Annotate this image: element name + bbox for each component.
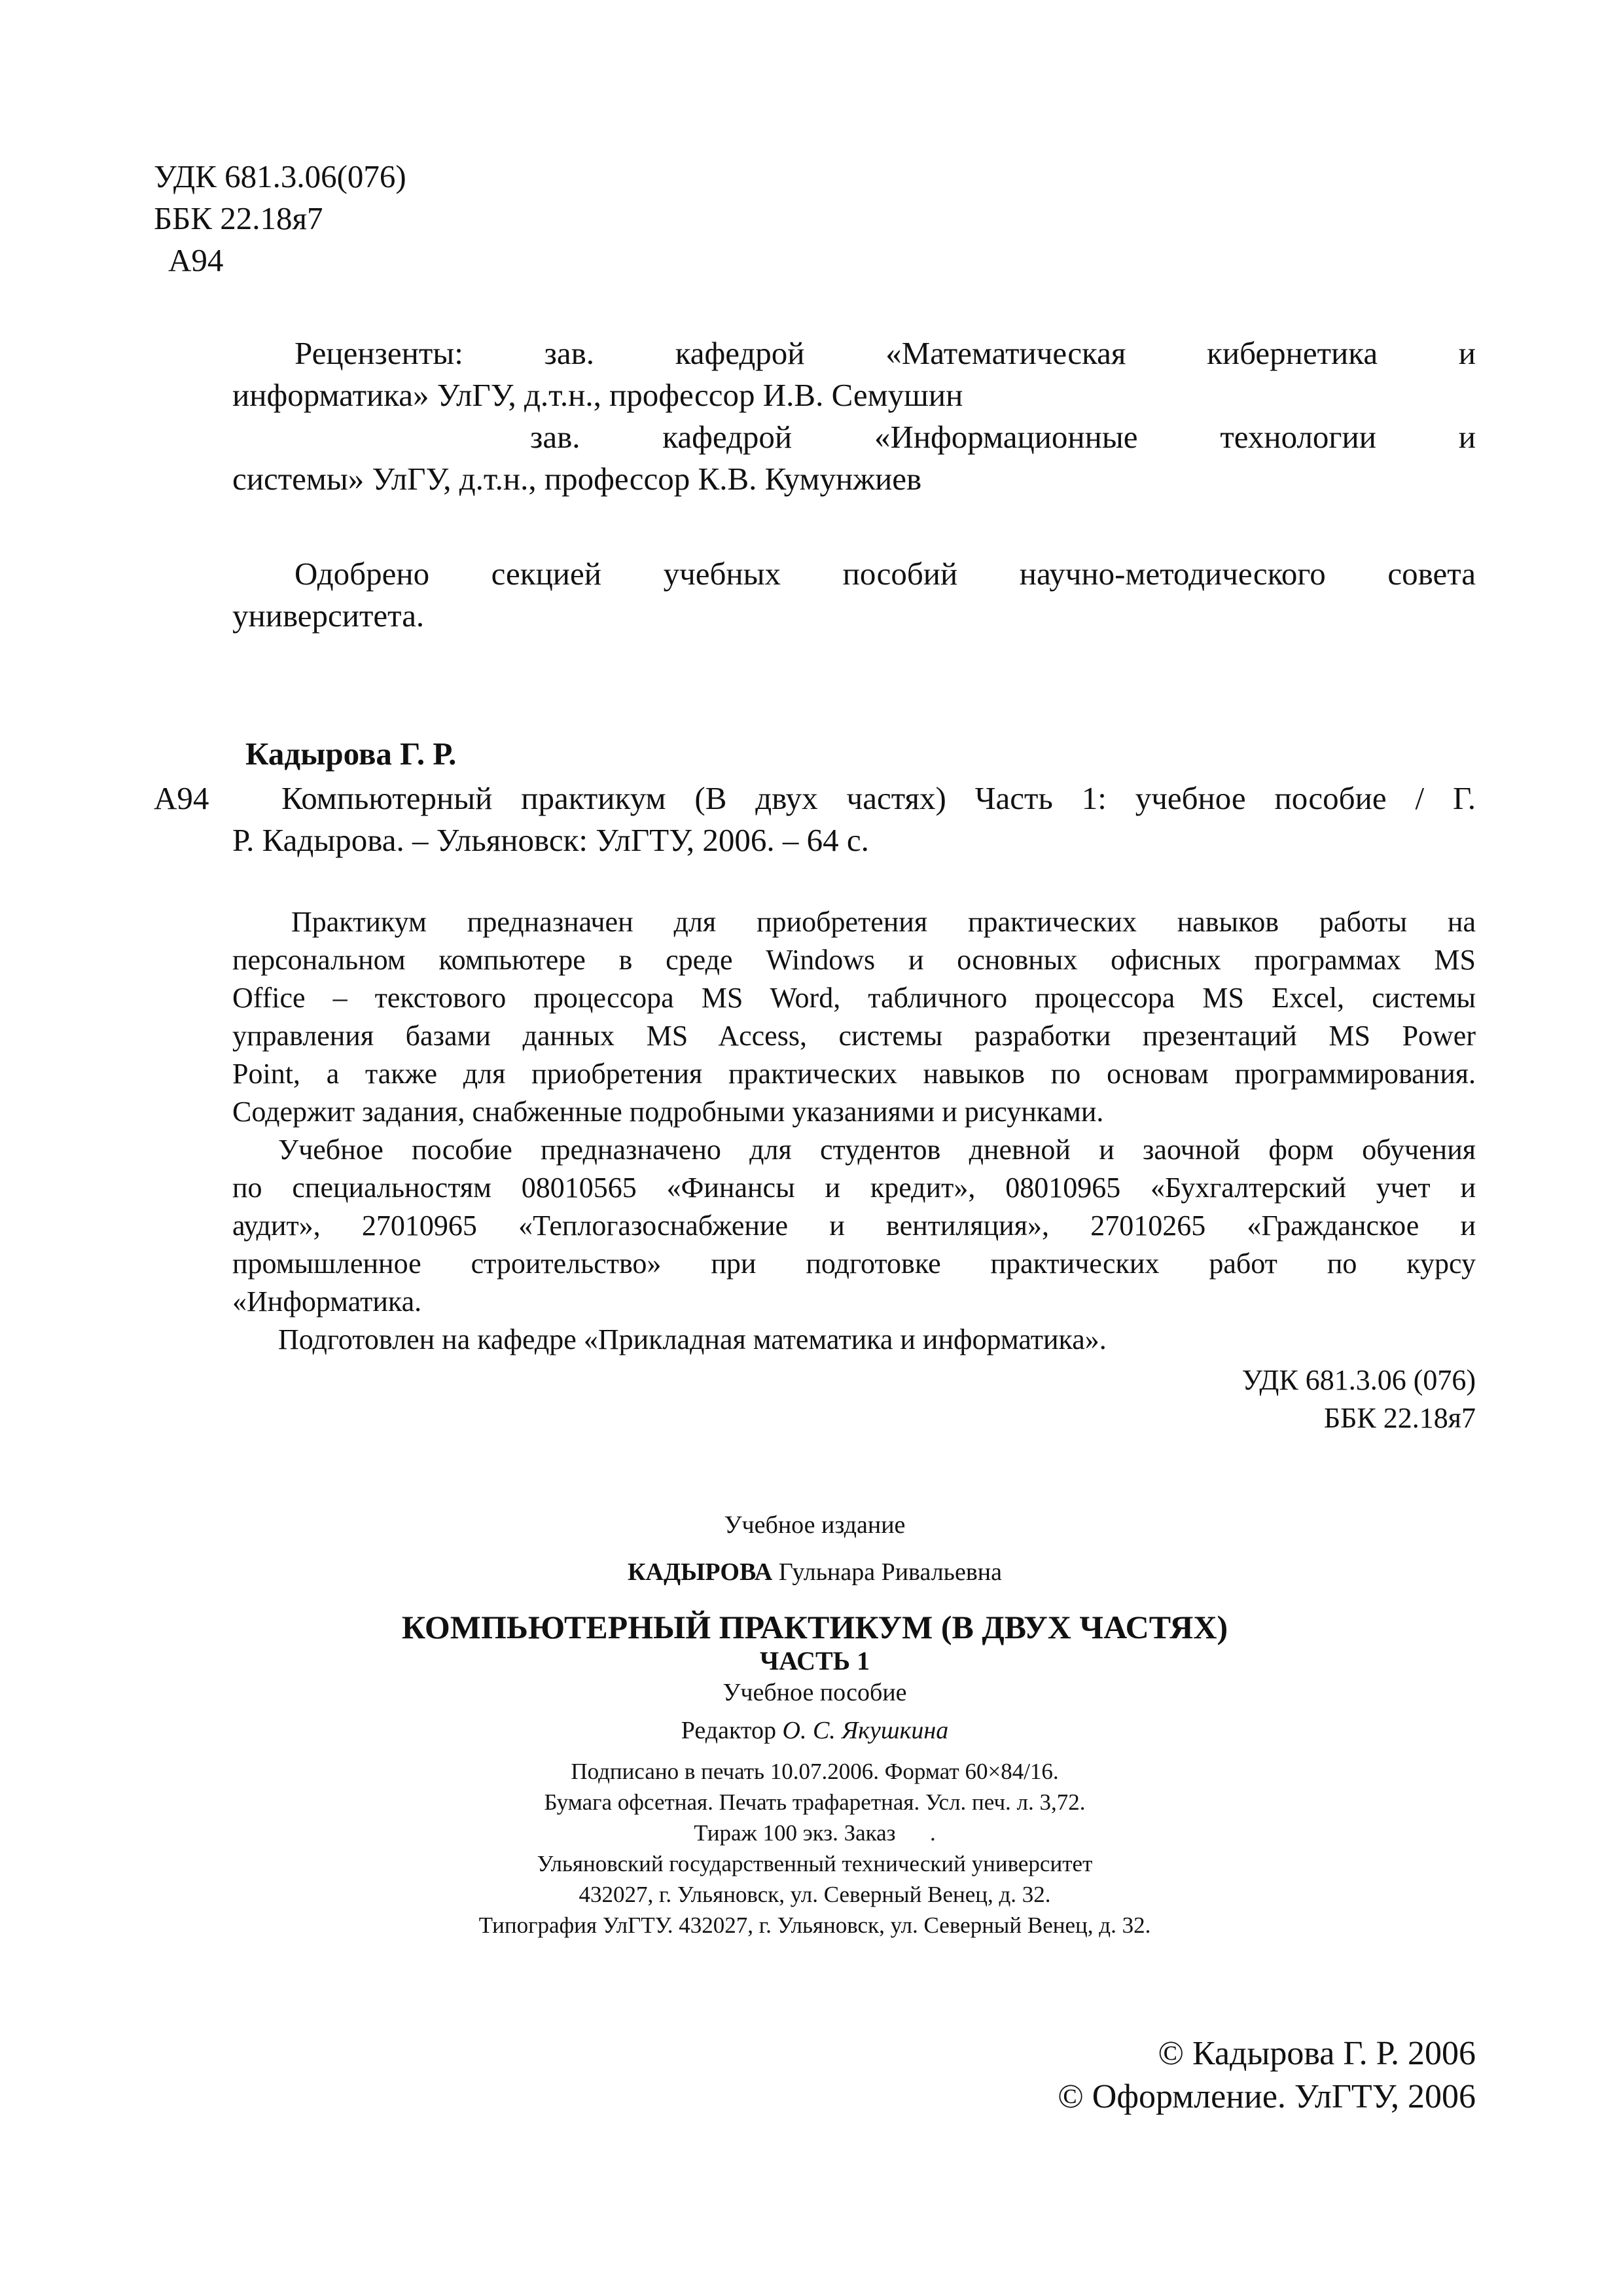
print-line: Подписано в печать 10.07.2006. Формат 60×84/16. bbox=[571, 1759, 1059, 1784]
biblio-mark: А94 bbox=[154, 780, 209, 816]
print-line: Типография УлГТУ. 432027, г. Ульяновск, ул. Северный Венец, д. 32. bbox=[478, 1912, 1151, 1938]
udk-code: УДК 681.3.06(076) bbox=[154, 158, 406, 194]
abstract-block bbox=[232, 903, 1476, 1437]
imprint-title: КОМПЬЮТЕРНЫЙ ПРАКТИКУМ (В ДВУХ ЧАСТЯХ) bbox=[401, 1609, 1228, 1645]
reviewer2-line2: системы» УлГУ, д.т.н., профессор К.В. Кумунжиев bbox=[232, 461, 922, 497]
print-line: Ульяновский государственный технический университет bbox=[537, 1851, 1093, 1876]
print-line: 432027, г. Ульяновск, ул. Северный Венец, д. 32. bbox=[579, 1882, 1051, 1907]
abstract-p1-line: Содержит задания, снабженные подробными указаниями и рисунками. bbox=[232, 1096, 1104, 1128]
abstract-p1-line: Point, а также для приобретения практических навыков по основам программирования. bbox=[232, 1058, 1476, 1090]
reviewer1-line1: Рецензенты: зав. кафедрой «Математическая кибернетика и bbox=[294, 335, 1476, 371]
reviewers-label: Рецензенты: bbox=[294, 335, 463, 371]
abstract-p1-line: Office – текстового процессора MS Word, табличного процессора MS Excel, системы bbox=[232, 982, 1476, 1014]
reviewer1-line2: информатика» УлГУ, д.т.н., профессор И.В. Семушин bbox=[232, 377, 963, 413]
biblio-line2: Р. Кадырова. – Ульяновск: УлГТУ, 2006. – 64 с. bbox=[232, 822, 869, 858]
editor-label: Редактор bbox=[681, 1717, 777, 1744]
copyright-line1: © Кадырова Г. Р. 2006 bbox=[1158, 2035, 1476, 2072]
biblio-line1: Компьютерный практикум (В двух частях) Часть 1: учебное пособие / Г. bbox=[281, 780, 1476, 816]
imprint-subtitle: Учебное пособие bbox=[722, 1679, 907, 1706]
abstract-p2-line: «Информатика. bbox=[232, 1285, 422, 1318]
approval-line1: Одобрено секцией учебных пособий научно-методического совета bbox=[294, 556, 1476, 592]
reviewer2-line1: зав. кафедрой «Информационные технологии и bbox=[530, 419, 1476, 455]
abstract-p2-line: Учебное пособие предназначено для студентов дневной и заочной форм обучения bbox=[278, 1134, 1476, 1166]
abstract-p2-line: по специальностям 08010565 «Финансы и кредит», 08010965 «Бухгалтерский учет и bbox=[232, 1172, 1476, 1204]
biblio-entry bbox=[232, 778, 1476, 861]
imprint-part: ЧАСТЬ 1 bbox=[759, 1646, 870, 1676]
copyright-line2: © Оформление. УлГТУ, 2006 bbox=[1058, 2078, 1476, 2115]
imprint-author-surname: КАДЫРОВА bbox=[627, 1558, 773, 1586]
imprint-block bbox=[232, 1509, 1397, 1941]
edition-type: Учебное издание bbox=[724, 1511, 906, 1539]
approval-block bbox=[232, 553, 1476, 637]
print-line: Бумага офсетная. Печать трафаретная. Усл. печ. л. 3,72. bbox=[544, 1789, 1086, 1815]
abstract-p1-line: персональном компьютере в среде Windows и основных офисных программах MS bbox=[232, 944, 1476, 976]
bbk-code: ББК 22.18я7 bbox=[154, 200, 323, 236]
abstract-bbk: ББК 22.18я7 bbox=[1323, 1402, 1476, 1434]
abstract-udk: УДК 681.3.06 (076) bbox=[1241, 1364, 1476, 1396]
abstract-p2-line: промышленное строительство» при подготовке практических работ по курсу bbox=[232, 1247, 1476, 1280]
biblio-author: Кадырова Г. Р. bbox=[245, 736, 457, 772]
copyright-block bbox=[851, 2032, 1476, 2119]
imprint-editor bbox=[232, 1714, 1397, 1747]
abstract-p1-line: управления базами данных MS Access, системы разработки презентаций MS Power bbox=[232, 1020, 1476, 1052]
abstract-p2-line: аудит», 27010965 «Теплогазоснабжение и вентиляция», 27010265 «Гражданское и bbox=[232, 1210, 1476, 1242]
reviewers-block bbox=[232, 332, 1476, 500]
approval-line2: университета. bbox=[232, 598, 425, 634]
abstract-p1-line: Практикум предназначен для приобретения практических навыков работы на bbox=[291, 906, 1476, 938]
editor-name: О. С. Якушкина bbox=[782, 1717, 949, 1744]
print-line: Тираж 100 экз. Заказ . bbox=[694, 1820, 936, 1846]
print-details bbox=[232, 1756, 1397, 1941]
imprint-author bbox=[232, 1556, 1397, 1588]
abstract-p3: Подготовлен на кафедре «Прикладная математика и информатика». bbox=[278, 1323, 1107, 1355]
classification-block bbox=[154, 156, 406, 281]
imprint-author-name: Гульнара Ривальевна bbox=[778, 1558, 1003, 1586]
author-mark: А94 bbox=[168, 242, 224, 278]
